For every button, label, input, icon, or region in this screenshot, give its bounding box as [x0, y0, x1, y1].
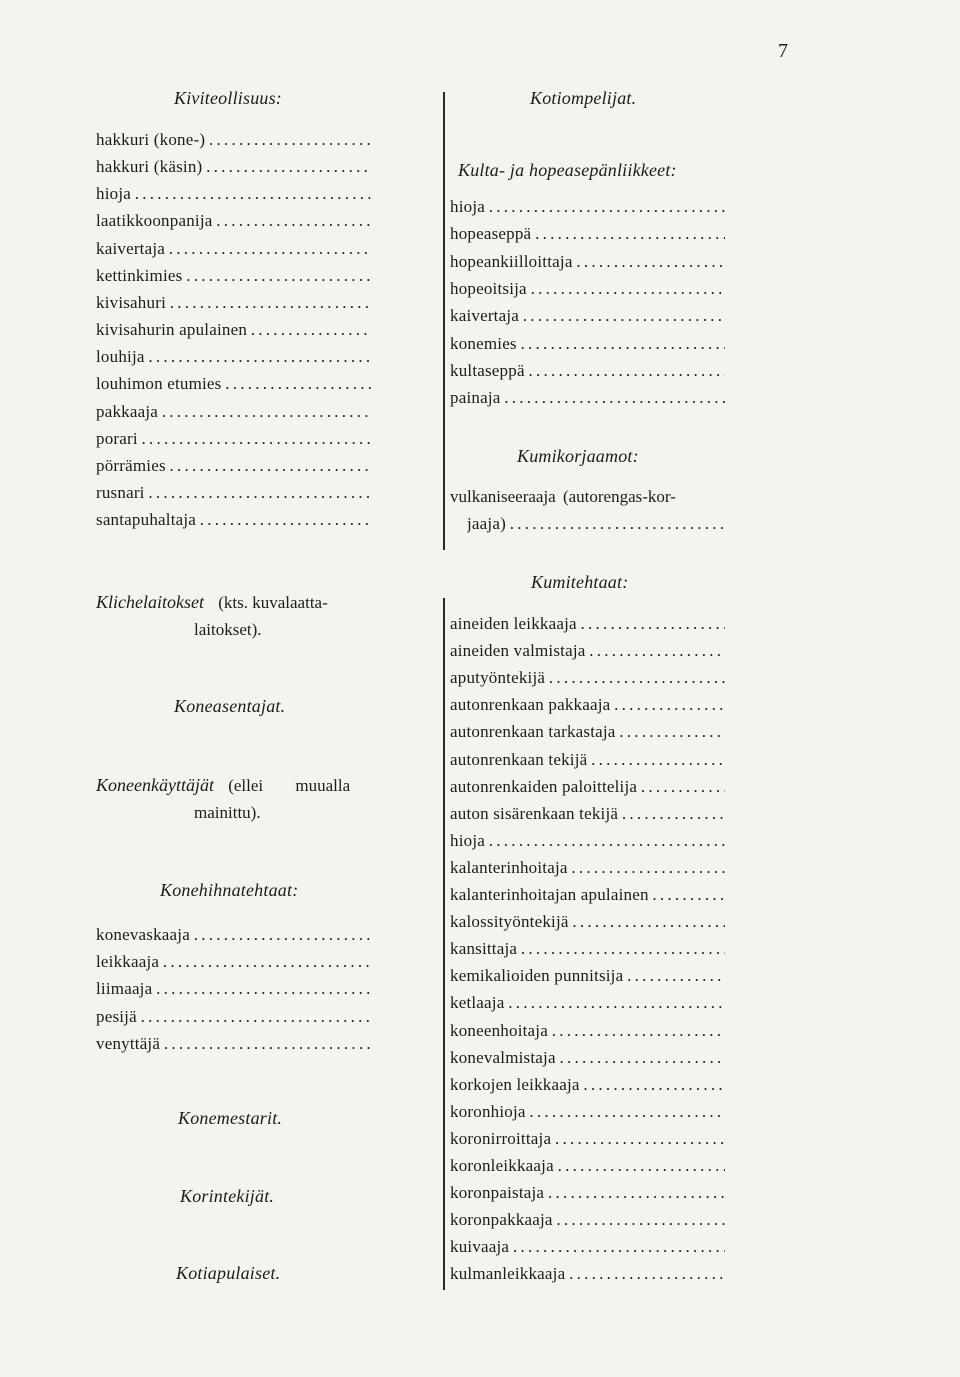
entry-text: autonrenkaan tekijä — [450, 750, 588, 769]
entry-text: kalossityöntekijä — [450, 912, 569, 931]
list-item — [96, 316, 372, 343]
entry-text: autonrenkaan pakkaaja — [450, 695, 611, 714]
list-item — [96, 343, 372, 370]
list-item — [450, 275, 725, 302]
leader-dots — [202, 157, 372, 176]
entry-text: kultaseppä — [450, 361, 525, 380]
section-heading: Kotiapulaiset. — [176, 1263, 281, 1283]
list-item — [450, 1233, 725, 1260]
reference-note: mainittu). — [194, 803, 261, 822]
list-item — [450, 1152, 725, 1179]
list-item — [96, 370, 372, 397]
leader-dots — [649, 885, 725, 904]
entry-text: liimaaja — [96, 979, 153, 998]
entry-text: kemikalioiden punnitsija — [450, 966, 624, 985]
leader-dots — [548, 1021, 725, 1040]
reference-note: (ellei muualla — [228, 776, 351, 795]
list-item — [96, 262, 372, 289]
entry-text: korkojen leikkaaja — [450, 1075, 580, 1094]
leader-dots — [159, 952, 372, 971]
entry-text: leikkaaja — [96, 952, 160, 971]
entry-text: pörrämies — [96, 456, 166, 475]
leader-dots — [637, 777, 725, 796]
leader-dots — [519, 306, 725, 325]
list-item — [96, 207, 372, 234]
list-item — [96, 126, 372, 153]
list-item — [450, 800, 725, 827]
entry-text: hopeoitsija — [450, 279, 527, 298]
list-item — [96, 180, 372, 207]
entry-text: kaivertaja — [96, 239, 166, 258]
entry-text: hakkuri (käsin) — [96, 157, 203, 176]
entry-text: santapuhaltaja — [96, 510, 197, 529]
leader-dots — [616, 722, 725, 741]
leader-dots — [504, 993, 725, 1012]
leader-dots — [517, 334, 725, 353]
section-heading: Konehihnatehtaat: — [160, 880, 299, 900]
leader-dots — [165, 239, 372, 258]
list-item — [450, 854, 725, 881]
leader-dots — [145, 347, 372, 366]
leader-dots — [525, 361, 725, 380]
list-item — [450, 664, 725, 691]
entry-text: aputyöntekijä — [450, 668, 546, 687]
leader-dots — [247, 320, 372, 339]
entry-text: vulkaniseeraaja (autorengas-kor- — [450, 487, 676, 506]
leader-dots — [580, 1075, 725, 1094]
list-item — [96, 479, 372, 506]
page-number: 7 — [778, 40, 788, 62]
leader-dots — [509, 1237, 725, 1256]
list-item — [450, 610, 725, 637]
entry-text: kulmanleikkaaja — [450, 1264, 566, 1283]
entry-text: kivisahuri — [96, 293, 166, 312]
list-item — [450, 193, 725, 220]
list-item — [450, 962, 725, 989]
section-heading: Koneasentajat. — [174, 696, 286, 716]
entry-text: autonrenkaan tarkastaja — [450, 722, 616, 741]
entry-text: painaja — [450, 388, 501, 407]
entry-text: laatikkoonpanija — [96, 211, 213, 230]
list-item — [450, 718, 725, 745]
entry-text: hioja — [96, 184, 131, 203]
list-item — [96, 425, 372, 452]
list-item — [96, 1030, 372, 1057]
leader-dots — [182, 266, 372, 285]
column-divider — [443, 598, 445, 1290]
list-item — [450, 248, 725, 275]
entry-text: kalanterinhoitajan apulainen — [450, 885, 649, 904]
list-item — [450, 1206, 725, 1233]
leader-dots — [618, 804, 725, 823]
column-divider — [443, 92, 445, 550]
entry-text: hioja — [450, 831, 485, 850]
list-item — [450, 935, 725, 962]
leader-dots — [568, 858, 725, 877]
section-heading: Korintekijät. — [180, 1186, 275, 1206]
list-item — [96, 235, 372, 262]
list-item — [450, 637, 725, 664]
list-item — [450, 1044, 725, 1071]
list-item — [450, 773, 725, 800]
section-heading: Kiviteollisuus: — [174, 88, 282, 108]
list-item — [96, 153, 372, 180]
reference-note: (kts. kuvalaatta- — [218, 593, 328, 612]
entry-text: hakkuri (kone-) — [96, 130, 206, 149]
leader-dots — [137, 1007, 372, 1026]
list-item — [96, 398, 372, 425]
leader-dots — [131, 184, 372, 203]
leader-dots — [569, 912, 725, 931]
entry-text: autonrenkaiden paloittelija — [450, 777, 638, 796]
list-item — [96, 506, 372, 533]
list-item — [450, 691, 725, 718]
leader-dots — [610, 695, 725, 714]
leader-dots — [196, 510, 372, 529]
entry-text: kaivertaja — [450, 306, 520, 325]
list-item — [450, 220, 725, 247]
list-item — [450, 330, 725, 357]
leader-dots — [527, 279, 725, 298]
entry-text: kivisahurin apulainen — [96, 320, 248, 339]
leader-dots — [517, 939, 725, 958]
reference-note: laitokset). — [194, 620, 262, 639]
section-heading: Kumitehtaat: — [531, 572, 629, 592]
list-item — [450, 1071, 725, 1098]
entry-text: porari — [96, 429, 138, 448]
cross-reference — [96, 589, 328, 616]
list-item — [450, 384, 725, 411]
entry-text: koneenhoitaja — [450, 1021, 548, 1040]
section-heading: Koneenkäyttäjät — [96, 775, 214, 795]
list-item — [450, 1017, 725, 1044]
leader-dots — [623, 966, 725, 985]
leader-dots — [158, 402, 372, 421]
leader-dots — [556, 1048, 725, 1067]
entry-text: konevalmistaja — [450, 1048, 556, 1067]
list-item — [450, 827, 725, 854]
list-item — [450, 1260, 725, 1287]
leader-dots — [544, 1183, 725, 1202]
entry-text: konemies — [450, 334, 517, 353]
entry-text: koronpaistaja — [450, 1183, 545, 1202]
list-item — [450, 1098, 725, 1125]
leader-dots — [545, 668, 725, 687]
list-item — [450, 1125, 725, 1152]
list-item — [96, 948, 372, 975]
list-item — [450, 908, 725, 935]
entry-text: rusnari — [96, 483, 145, 502]
leader-dots — [506, 514, 725, 533]
leader-dots — [166, 456, 372, 475]
list-item — [96, 1003, 372, 1030]
entry-text: aineiden valmistaja — [450, 641, 586, 660]
list-item — [450, 881, 725, 908]
leader-dots — [500, 388, 725, 407]
entry-text: kalanterinhoitaja — [450, 858, 568, 877]
entry-text: aineiden leikkaaja — [450, 614, 577, 633]
list-item — [450, 1179, 725, 1206]
list-item — [96, 452, 372, 479]
leader-dots — [577, 614, 725, 633]
section-heading: Kotiompelijat. — [530, 88, 637, 108]
list-item — [450, 357, 725, 384]
leader-dots — [138, 429, 372, 448]
leader-dots — [152, 979, 372, 998]
leader-dots — [485, 197, 725, 216]
entry-text: kansittaja — [450, 939, 518, 958]
leader-dots — [565, 1264, 725, 1283]
entry-text: louhimon etumies — [96, 374, 222, 393]
list-item — [450, 746, 725, 773]
entry-text: pakkaaja — [96, 402, 159, 421]
leader-dots — [213, 211, 373, 230]
leader-dots — [553, 1210, 725, 1229]
leader-dots — [166, 293, 372, 312]
entry-text: hopeankiilloittaja — [450, 252, 573, 271]
section-heading: Kumikorjaamot: — [517, 446, 639, 466]
section-heading: Kulta- ja hopeasepänliikkeet: — [458, 160, 677, 180]
list-item — [450, 302, 725, 329]
leader-dots — [587, 750, 725, 769]
leader-dots — [222, 374, 373, 393]
entry-text: kettinkimies — [96, 266, 183, 285]
entry-text: auton sisärenkaan tekijä — [450, 804, 619, 823]
leader-dots — [160, 1034, 372, 1053]
list-item — [96, 975, 372, 1002]
list-item — [450, 989, 725, 1016]
leader-dots — [526, 1102, 725, 1121]
list-item — [96, 921, 372, 948]
leader-dots — [190, 925, 372, 944]
entry-text: koronirroittaja — [450, 1129, 552, 1148]
leader-dots — [573, 252, 725, 271]
leader-dots — [145, 483, 372, 502]
entry-text: ketlaaja — [450, 993, 505, 1012]
entry-text: koronleikkaaja — [450, 1156, 554, 1175]
entry-text: venyttäjä — [96, 1034, 161, 1053]
cross-reference — [96, 772, 350, 799]
leader-dots — [586, 641, 725, 660]
list-item — [467, 510, 725, 537]
entry-text: konevaskaaja — [96, 925, 190, 944]
list-item — [96, 289, 372, 316]
leader-dots — [531, 224, 725, 243]
section-heading: Konemestarit. — [178, 1108, 283, 1128]
leader-dots — [554, 1156, 725, 1175]
entry-text: koronpakkaaja — [450, 1210, 553, 1229]
entry-text: kuivaaja — [450, 1237, 510, 1256]
entry-text: hopeaseppä — [450, 224, 532, 243]
leader-dots — [205, 130, 372, 149]
entry-text: jaaja) — [467, 514, 506, 533]
entry-text: pesijä — [96, 1007, 137, 1026]
section-heading: Klichelaitokset — [96, 592, 204, 612]
entry-text: koronhioja — [450, 1102, 526, 1121]
entry-text: louhija — [96, 347, 145, 366]
entry-text: hioja — [450, 197, 485, 216]
leader-dots — [551, 1129, 725, 1148]
leader-dots — [485, 831, 725, 850]
